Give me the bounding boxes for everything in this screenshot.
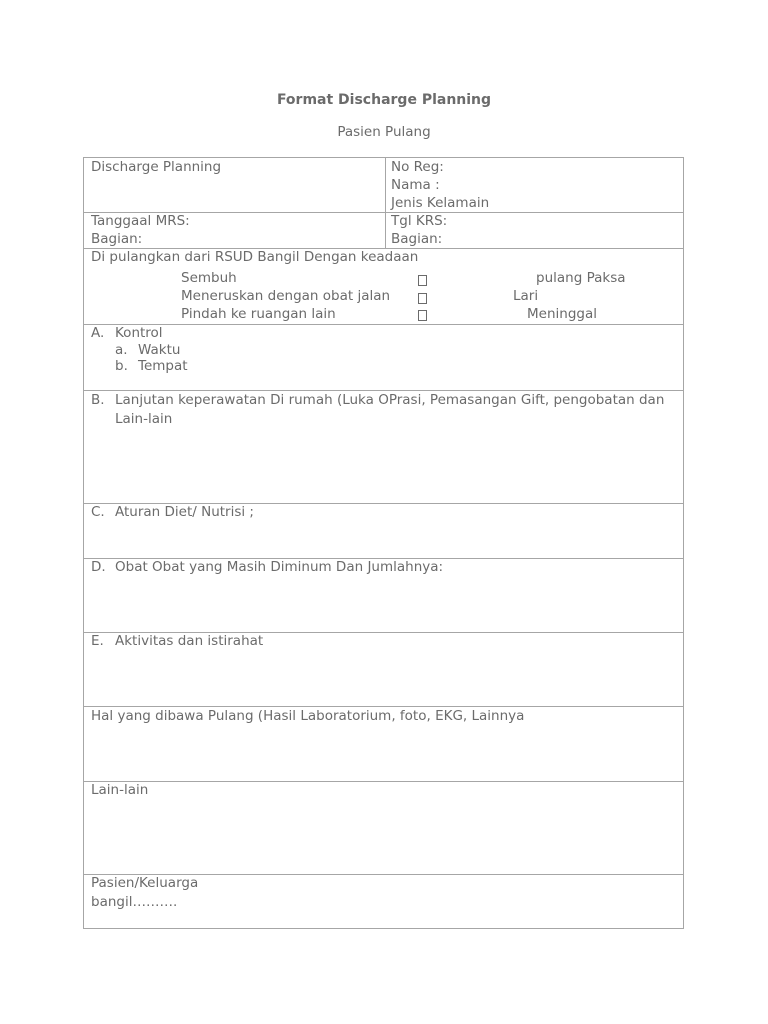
section-b-line2: Lain-lain [115,411,173,427]
section-a-sub2-letter: b. [115,358,128,374]
section-a-sub1: Waktu [138,342,181,358]
section-a-sub2: Tempat [138,358,188,374]
document-title: Format Discharge Planning [276,92,492,108]
section-c-letter: C. [91,504,105,520]
dibawa-pulang-label: Hal yang dibawa Pulang (Hasil Laboratorium, foto, EKG, Lainnya [91,708,525,724]
tgl-krs-label: Tgl KRS: [391,213,448,229]
jenis-kelamin-label: Jenis Kelamain [391,195,490,211]
discharge-form-table [83,157,684,929]
section-a-label: Kontrol [115,325,163,341]
signature-place: bangil………. [91,894,178,910]
section-a-letter: A. [91,325,105,341]
section-b-letter: B. [91,392,105,408]
checkbox-icon[interactable] [418,275,427,286]
option-meninggal-label: Meninggal [527,306,597,322]
no-reg-label: No Reg: [391,159,444,175]
section-d-label: Obat Obat yang Masih Diminum Dan Jumlahnya: [115,559,444,575]
column-divider [385,158,386,248]
bagian-right-label: Bagian: [391,231,443,247]
pasien-keluarga-label: Pasien/Keluarga [91,875,199,891]
bagian-left-label: Bagian: [91,231,143,247]
document-subtitle: Pasien Pulang [337,124,431,140]
section-b-line1: Lanjutan keperawatan Di rumah (Luka OPrasi, Pemasangan Gift, pengobatan dan [115,392,665,408]
section-a-sub1-letter: a. [115,342,128,358]
option-lari-label: Lari [513,288,539,304]
nama-label: Nama : [391,177,440,193]
section-c-label: Aturan Diet/ Nutrisi ; [115,504,254,520]
option-pindah-label: Pindah ke ruangan lain [181,306,336,322]
section-d-letter: D. [91,559,106,575]
divider [84,781,683,782]
checkbox-icon[interactable] [418,310,427,321]
checkbox-icon[interactable] [418,293,427,304]
option-pulang-paksa-label: pulang Paksa [536,270,626,286]
condition-heading: Di pulangkan dari RSUD Bangil Dengan keadaan [91,249,419,265]
discharge-planning-label: Discharge Planning [91,159,222,175]
divider [84,324,683,325]
tanggal-mrs-label: Tanggaal MRS: [91,213,190,229]
section-e-label: Aktivitas dan istirahat [115,633,264,649]
section-e-letter: E. [91,633,104,649]
option-sembuh-label: Sembuh [181,270,237,286]
option-obat-jalan-label: Meneruskan dengan obat jalan [181,288,391,304]
lain-lain-label: Lain-lain [91,782,149,798]
